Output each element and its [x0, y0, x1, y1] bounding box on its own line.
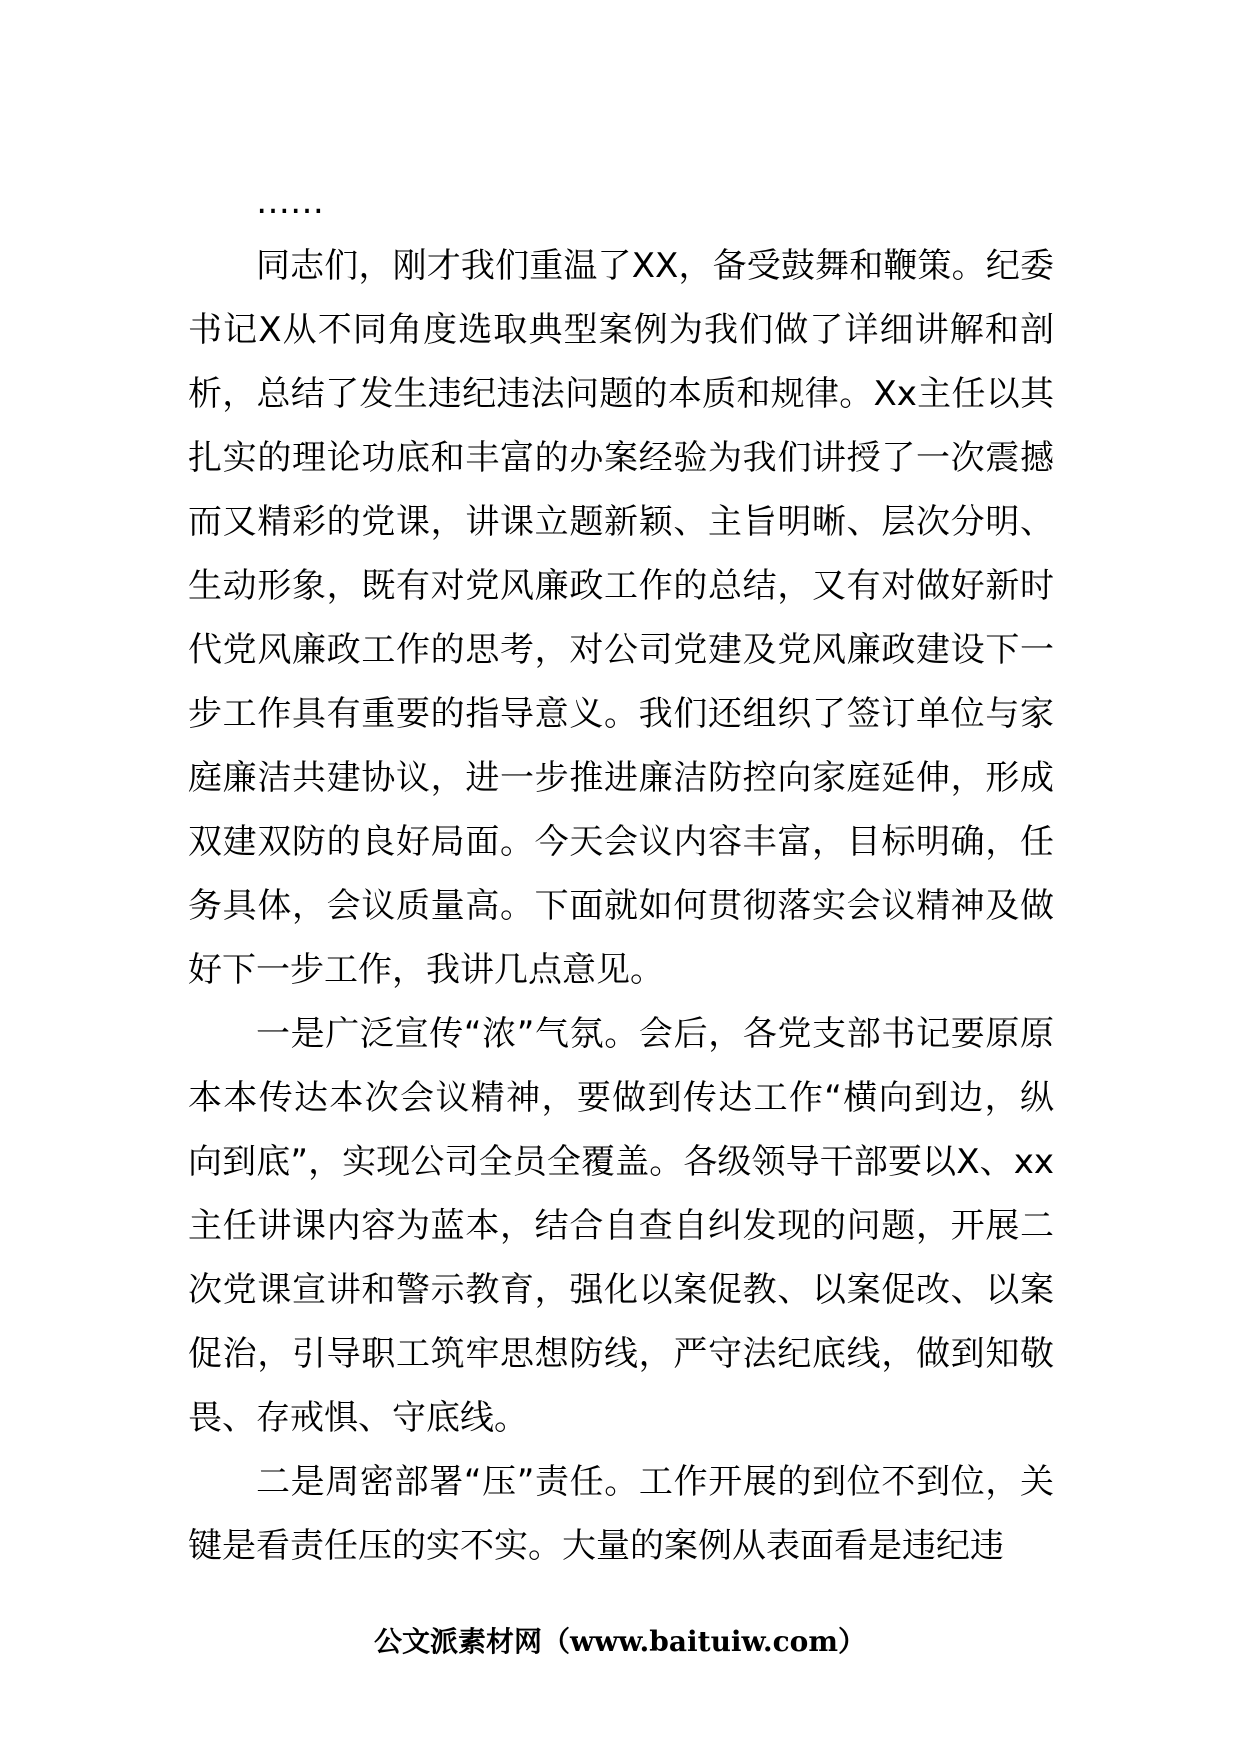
paragraph-point-two: 二是周密部署“压”责任。工作开展的到位不到位，关键是看责任压的实不实。大量的案例从表面看是违纪违 — [188, 1462, 1054, 1566]
footer-watermark: 公文派素材网（www.baituiw.com） — [374, 1625, 866, 1658]
paragraph-point-one: 一是广泛宣传“浓”气氛。会后，各党支部书记要原原本本传达本次会议精神，要做到传达工作“横向到边，纵向到底”，实现公司全员全覆盖。各级领导干部要以X、xx主任讲课内容为蓝本，结合自查自纠发现的问题，开展二次党课宣讲和警示教育，强化以案促教、以案促改、以案促治，引导职工筑牢思想防线，严守法纪底线，做到知敬畏、存戒惧、守底线。 — [188, 1014, 1054, 1438]
document-body — [188, 170, 1054, 1578]
paragraph-ellipsis: …… — [256, 182, 324, 222]
paragraph-opening: 同志们，刚才我们重温了XX，备受鼓舞和鞭策。纪委书记X从不同角度选取典型案例为我们做了详细讲解和剖析，总结了发生违纪违法问题的本质和规律。Xx主任以其扎实的理论功底和丰富的办案经验为我们讲授了一次震撼而又精彩的党课，讲课立题新颖、主旨明晰、层次分明、生动形象，既有对党风廉政工作的总结，又有对做好新时代党风廉政工作的思考，对公司党建及党风廉政建设下一步工作具有重要的指导意义。我们还组织了签订单位与家庭廉洁共建协议，进一步推进廉洁防控向家庭延伸，形成双建双防的良好局面。今天会议内容丰富，目标明确，任务具体，会议质量高。下面就如何贯彻落实会议精神及做好下一步工作，我讲几点意见。 — [188, 246, 1054, 990]
